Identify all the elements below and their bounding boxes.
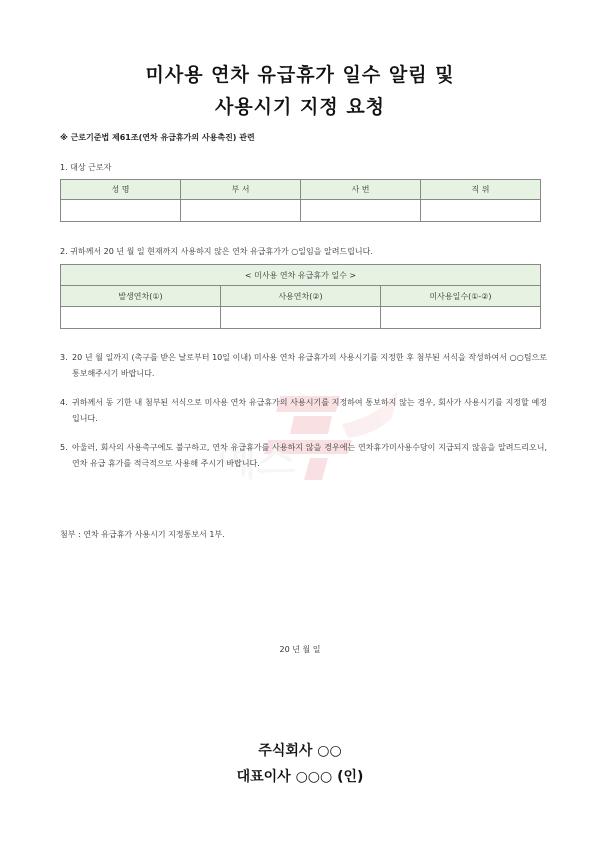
section2-text: 2. 귀하께서 20 년 월 일 현재까지 사용하지 않은 연차 유급휴가가 ○일임을 알려드립니다. — [60, 247, 373, 256]
table-caption: < 미사용 연차 유급휴가 일수 > — [61, 265, 541, 286]
header-name: 성 명 — [61, 180, 181, 200]
date-line: 20 년 월 일 — [279, 645, 321, 654]
table-header-row — [61, 180, 541, 200]
cell-accrued-leave[interactable] — [61, 307, 221, 329]
paragraph-3-text: 20 년 월 일까지 (촉구를 받은 날로부터 10일 이내) 미사용 연차 유급휴가의 사용시기를 지정한 후 첨부된 서식을 작성하여서 ○○팀으로 통보해주시기 바랍니다. — [72, 353, 547, 378]
header-unused-days: 미사용일수(①-②) — [381, 286, 541, 307]
target-employee-table — [60, 179, 541, 222]
cell-used-leave[interactable] — [221, 307, 381, 329]
attachment-note: 첨부 : 연차 유급휴가 사용시기 지정통보서 1부. — [60, 530, 225, 539]
document-title-line2: 사용시기 지정 요청 — [214, 96, 386, 118]
table-row — [61, 200, 541, 222]
header-department: 부 서 — [181, 180, 301, 200]
paragraph-5-text: 아울러, 회사의 사용촉구에도 불구하고, 연차 유급휴가를 사용하지 않을 경우에는 연차휴가미사용수당이 지급되지 않음을 알려드리오니, 연차 유급 휴가를 적극적으로 사용해 주시기 바랍니다. — [72, 443, 547, 468]
header-accrued-leave: 발생연차(①) — [61, 286, 221, 307]
cell-unused-days[interactable] — [381, 307, 541, 329]
legal-reference: ※ 근로기준법 제61조(연차 유급휴가의 사용촉진) 관련 — [60, 133, 255, 142]
paragraph-4-number: 4. — [60, 398, 68, 407]
cell-name[interactable] — [61, 200, 181, 222]
table-header-row — [61, 286, 541, 307]
unused-leave-table — [60, 264, 541, 329]
paragraph-4-text: 귀하께서 동 기한 내 첨부된 서식으로 미사용 연차 유급휴가의 사용시기를 지정하여 통보하지 않는 경우, 회사가 사용시기를 지정할 예정입니다. — [72, 398, 547, 423]
paragraph-5-number: 5. — [60, 443, 68, 452]
document-title-line1: 미사용 연차 유급휴가 일수 알림 및 — [145, 64, 455, 86]
cell-employee-id[interactable] — [301, 200, 421, 222]
header-used-leave: 사용연차(②) — [221, 286, 381, 307]
table-caption-row — [61, 265, 541, 286]
paragraph-5 — [60, 440, 548, 472]
cell-department[interactable] — [181, 200, 301, 222]
ceo-signature-line: 대표이사 ○○○ (인) — [236, 769, 364, 785]
table-row — [61, 307, 541, 329]
paragraph-3-number: 3. — [60, 353, 68, 362]
company-name: 주식회사 ○○ — [258, 743, 342, 759]
paragraph-4 — [60, 395, 548, 427]
header-position: 직 위 — [421, 180, 541, 200]
header-employee-id: 사 번 — [301, 180, 421, 200]
section1-label: 1. 대상 근로자 — [60, 163, 112, 172]
cell-position[interactable] — [421, 200, 541, 222]
svg-text:예스: 예스 — [218, 438, 296, 484]
paragraph-3 — [60, 350, 548, 382]
